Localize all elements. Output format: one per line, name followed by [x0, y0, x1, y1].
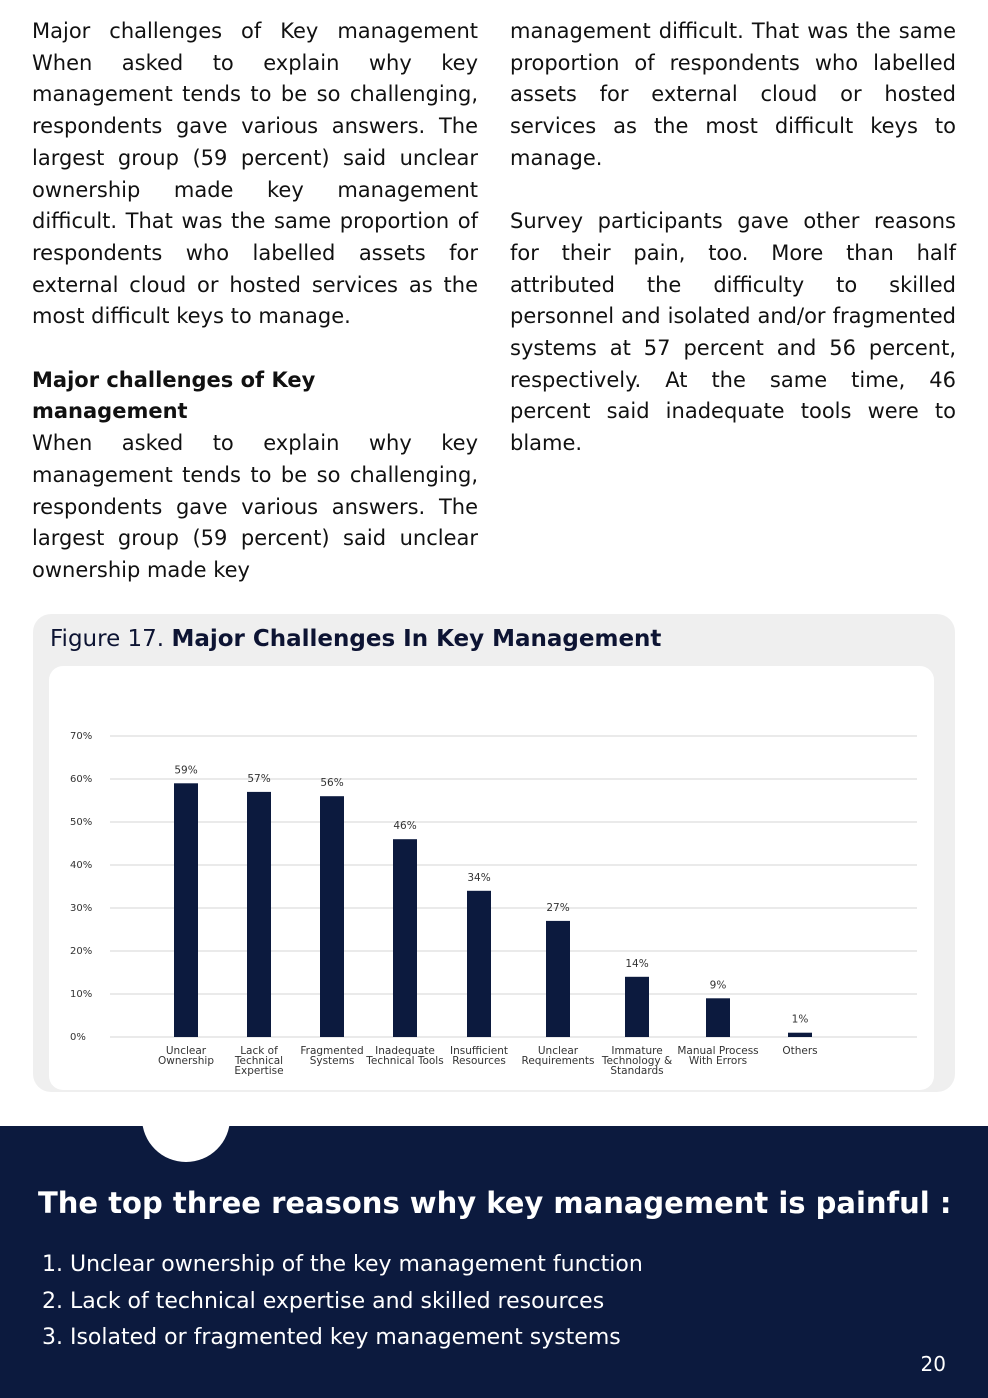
x-tick-label: Inadequate: [375, 1045, 435, 1057]
x-tick-label: Technical: [234, 1055, 284, 1067]
bar: [247, 792, 271, 1037]
left-column: [32, 16, 478, 587]
x-tick-label: Ownership: [158, 1055, 214, 1067]
page-number: 20: [920, 1352, 946, 1376]
left-paragraph-1: Major challenges of Key management When asked to explain why key management tends to be so challenging, respondents gave various answers. The largest group (59 percent) said unclear ownership made key management difficult. That was the same proportion of respondents who labelled assets for external cloud or hosted services as the most difficult keys to manage.: [32, 19, 478, 329]
x-tick-label: Lack of: [240, 1045, 278, 1057]
bar: [788, 1033, 812, 1037]
x-tick-label: Technology &: [601, 1055, 673, 1067]
data-label: 59%: [174, 764, 198, 777]
bar: [174, 783, 198, 1037]
y-tick-label: 10%: [70, 989, 93, 1000]
bar: [625, 977, 649, 1037]
x-tick-label: Expertise: [234, 1065, 284, 1077]
bar: [706, 998, 730, 1037]
x-tick-label: Resources: [452, 1055, 506, 1067]
data-label: 1%: [791, 1013, 809, 1026]
x-tick-label: Standards: [610, 1065, 664, 1077]
y-tick-label: 50%: [70, 817, 93, 828]
footer-title: The top three reasons why key management is painful :: [38, 1186, 952, 1220]
right-paragraph-2: Survey participants gave other reasons for their pain, too. More than half attributed the difficulty to skilled personnel and isolated and/or fragmented systems at 57 percent and 56 percent, respectively. At the same time, 46 percent said inadequate tools were to blame.: [510, 209, 956, 456]
bar: [467, 891, 491, 1037]
y-tick-label: 20%: [70, 946, 93, 957]
bar: [393, 839, 417, 1037]
x-tick-label: Others: [782, 1045, 818, 1057]
bar: [320, 796, 344, 1037]
y-tick-label: 30%: [70, 903, 93, 914]
y-tick-label: 0%: [70, 1032, 86, 1043]
data-label: 57%: [247, 772, 271, 785]
x-tick-label: Immature: [611, 1045, 663, 1057]
x-tick-label: Unclear: [537, 1045, 579, 1057]
data-label: 56%: [320, 777, 344, 790]
chart-card: [49, 666, 934, 1090]
x-tick-label: Insufficient: [450, 1045, 508, 1057]
figure-title-text: Major Challenges In Key Management: [171, 626, 662, 652]
figure-title: [50, 622, 661, 656]
y-tick-label: 70%: [70, 731, 93, 742]
section-heading: Major challenges of Key management: [32, 367, 316, 424]
x-tick-label: Requirements: [521, 1055, 595, 1067]
x-tick-label: Fragmented: [300, 1045, 364, 1057]
x-tick-label: With Errors: [688, 1055, 748, 1067]
right-column: [510, 16, 956, 460]
x-tick-label: Systems: [309, 1055, 355, 1067]
reason-item: 1. Unclear ownership of the key management function: [42, 1252, 643, 1277]
bar: [546, 921, 570, 1037]
x-tick-label: Unclear: [165, 1045, 207, 1057]
data-label: 9%: [709, 979, 727, 992]
bar-chart: [49, 666, 934, 1090]
data-label: 34%: [467, 871, 491, 884]
reasons-list: [42, 1247, 643, 1357]
right-paragraph-1: management difficult. That was the same proportion of respondents who labelled assets for external cloud or hosted services as the most difficult keys to manage.: [510, 19, 956, 170]
reason-item: 2. Lack of technical expertise and skilled resources: [42, 1288, 605, 1314]
x-tick-label: Technical Tools: [366, 1055, 444, 1067]
data-label: 14%: [625, 957, 649, 970]
x-tick-label: Manual Process: [677, 1045, 759, 1057]
reason-item: 3. Isolated or fragmented key management systems: [42, 1325, 621, 1350]
figure-label: Figure 17.: [50, 626, 165, 652]
y-tick-label: 40%: [70, 860, 93, 871]
data-label: 46%: [393, 820, 417, 833]
data-label: 27%: [546, 901, 570, 914]
left-paragraph-2: When asked to explain why key management tends to be so challenging, respondents gave various answers. The largest group (59 percent) said unclear ownership made key: [32, 431, 478, 582]
y-tick-label: 60%: [70, 774, 93, 785]
